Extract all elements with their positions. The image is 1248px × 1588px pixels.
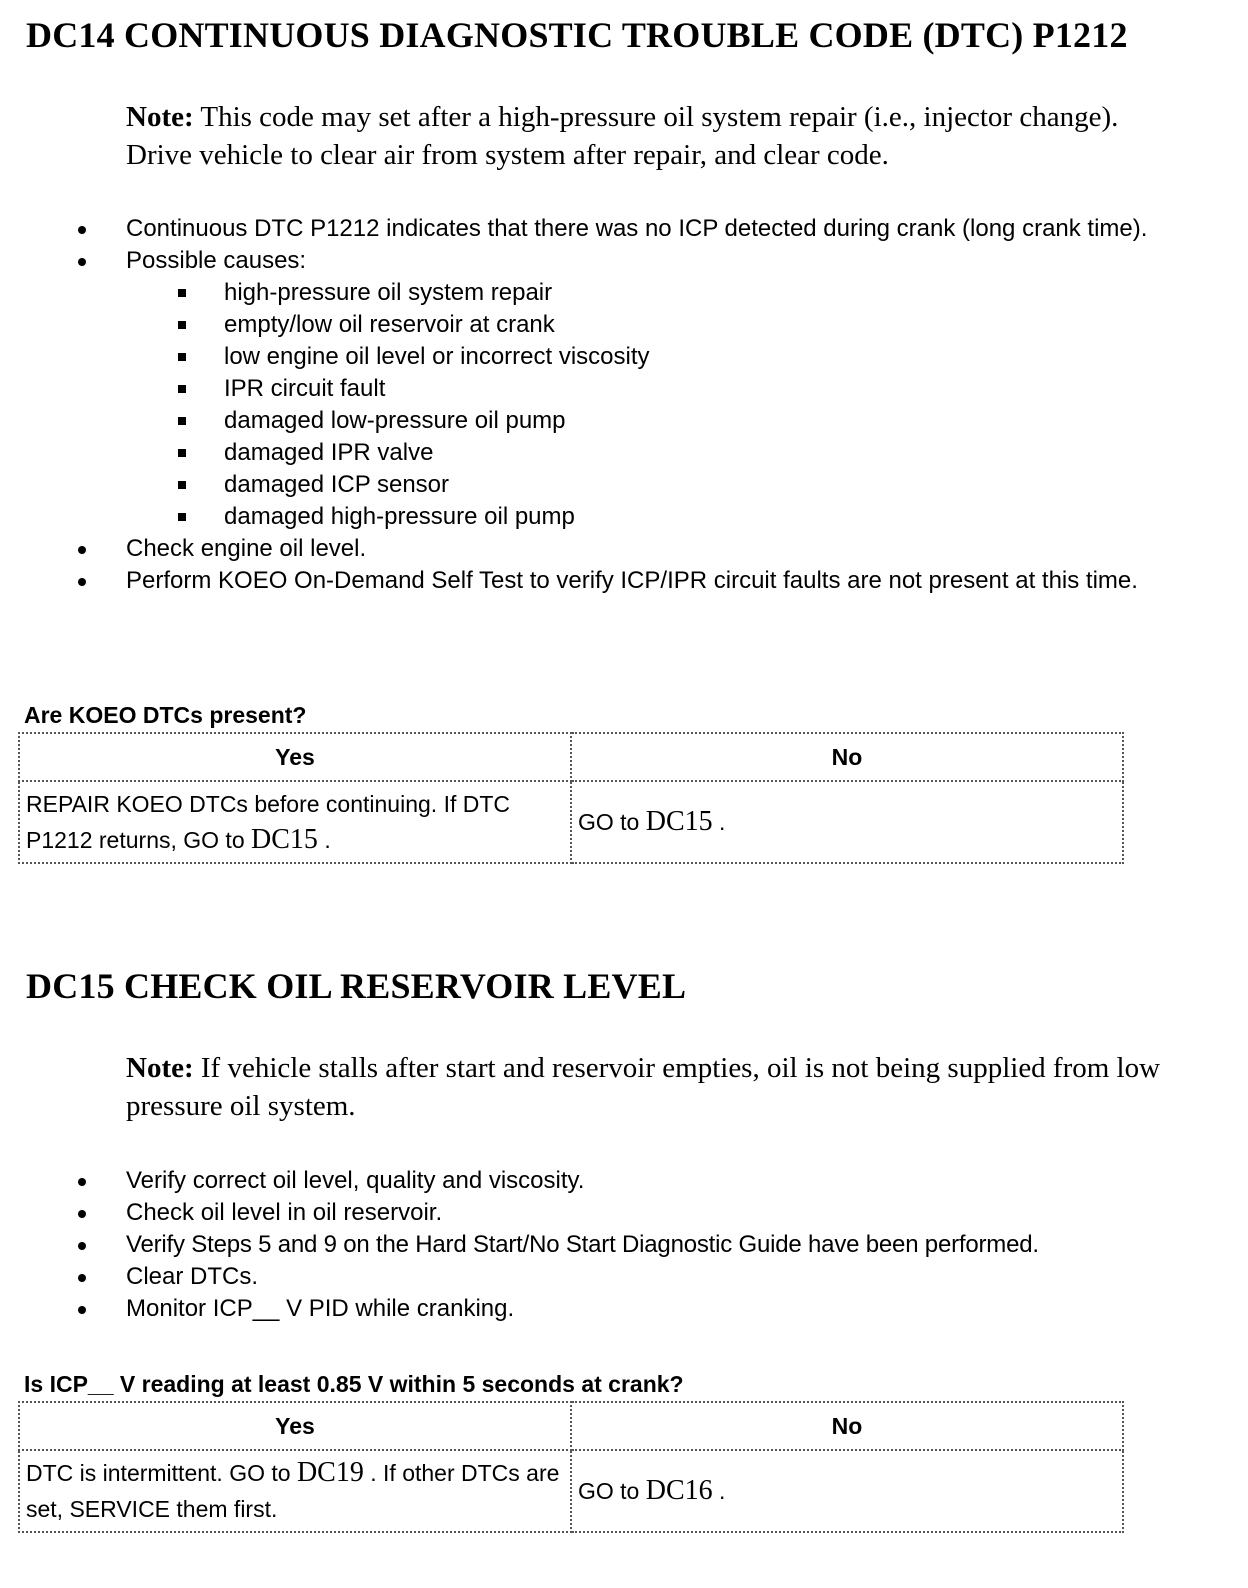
bullet-icon	[78, 258, 86, 266]
dc15-bullet-list	[0, 1165, 1226, 1325]
square-bullet-icon	[178, 321, 186, 329]
yes-header: Yes	[19, 733, 571, 781]
square-bullet-icon	[178, 417, 186, 425]
dc15-question: Is ICP__ V reading at least 0.85 V within 5 seconds at crank?	[24, 1371, 684, 1397]
dc14-question: Are KOEO DTCs present?	[24, 702, 307, 728]
dc15-heading: DC15 CHECK OIL RESERVOIR LEVEL	[26, 966, 687, 1006]
cause-item: damaged IPR valve	[126, 437, 1186, 469]
dc15-link[interactable]: DC15	[251, 824, 318, 855]
cause-item: damaged ICP sensor	[126, 469, 1186, 501]
bullet-icon	[78, 1274, 86, 1282]
possible-causes-list	[126, 277, 1186, 533]
no-header: No	[571, 733, 1123, 781]
note-label: Note:	[126, 1052, 194, 1084]
list-item: Clear DTCs.	[0, 1261, 1186, 1293]
yes-cell: DTC is intermittent. GO to DC19 . If other DTCs are set, SERVICE them first.	[19, 1450, 571, 1532]
list-item: Possible causes: high-pressure oil system repair empty/low oil reservoir at crank low engine oil level or incorrect viscosity IPR circuit fault damaged low-pressure oil pump damaged IPR valve damaged ICP sensor damaged high-pressure oil pump	[0, 245, 1186, 533]
square-bullet-icon	[178, 449, 186, 457]
square-bullet-icon	[178, 513, 186, 521]
yes-header: Yes	[19, 1402, 571, 1450]
list-item: Check engine oil level.	[0, 533, 1186, 565]
note-text: This code may set after a high-pressure oil system repair (i.e., injector change). Drive vehicle to clear air from system after repair, and clear code.	[126, 101, 1119, 171]
note-label: Note:	[126, 101, 194, 133]
cause-item: high-pressure oil system repair	[126, 277, 1186, 309]
no-header: No	[571, 1402, 1123, 1450]
list-item: Verify correct oil level, quality and viscosity.	[0, 1165, 1186, 1197]
bullet-icon	[78, 1242, 86, 1250]
bullet-icon	[78, 578, 86, 586]
dc15-note	[126, 1049, 1186, 1125]
dc19-link[interactable]: DC19	[296, 1457, 364, 1488]
cause-item: damaged low-pressure oil pump	[126, 405, 1186, 437]
dc16-link[interactable]: DC16	[645, 1475, 713, 1506]
no-cell: GO to DC16 .	[571, 1450, 1123, 1532]
list-item: Perform KOEO On-Demand Self Test to verify ICP/IPR circuit faults are not present at this time.	[0, 565, 1186, 597]
bullet-icon	[78, 546, 86, 554]
bullet-icon	[78, 1178, 86, 1186]
list-item: Check oil level in oil reservoir.	[0, 1197, 1186, 1229]
list-item: Verify Steps 5 and 9 on the Hard Start/No Start Diagnostic Guide have been performed.	[0, 1229, 1226, 1261]
bullet-icon	[78, 1306, 86, 1314]
cause-item: low engine oil level or incorrect viscosity	[126, 341, 1186, 373]
bullet-icon	[78, 226, 86, 234]
no-cell: GO to DC15 .	[571, 781, 1123, 863]
square-bullet-icon	[178, 385, 186, 393]
square-bullet-icon	[178, 481, 186, 489]
dc14-heading: DC14 CONTINUOUS DIAGNOSTIC TROUBLE CODE (DTC) P1212	[26, 15, 1128, 55]
list-item: Monitor ICP__ V PID while cranking.	[0, 1293, 1186, 1325]
dc15-decision-table	[18, 1401, 1124, 1533]
yes-cell: REPAIR KOEO DTCs before continuing. If DTC P1212 returns, GO to DC15 .	[19, 781, 571, 863]
square-bullet-icon	[178, 353, 186, 361]
bullet-icon	[78, 1210, 86, 1218]
note-text: If vehicle stalls after start and reservoir empties, oil is not being supplied from low pressure oil system.	[126, 1052, 1161, 1122]
cause-item: empty/low oil reservoir at crank	[126, 309, 1186, 341]
dc14-bullet-list	[0, 213, 1186, 597]
square-bullet-icon	[178, 289, 186, 297]
cause-item: damaged high-pressure oil pump	[126, 501, 1186, 533]
cause-item: IPR circuit fault	[126, 373, 1186, 405]
list-item: Continuous DTC P1212 indicates that there was no ICP detected during crank (long crank time).	[0, 213, 1186, 245]
dc15-link[interactable]: DC15	[645, 806, 713, 837]
dc14-decision-table	[18, 732, 1124, 864]
dc14-note	[126, 98, 1166, 174]
